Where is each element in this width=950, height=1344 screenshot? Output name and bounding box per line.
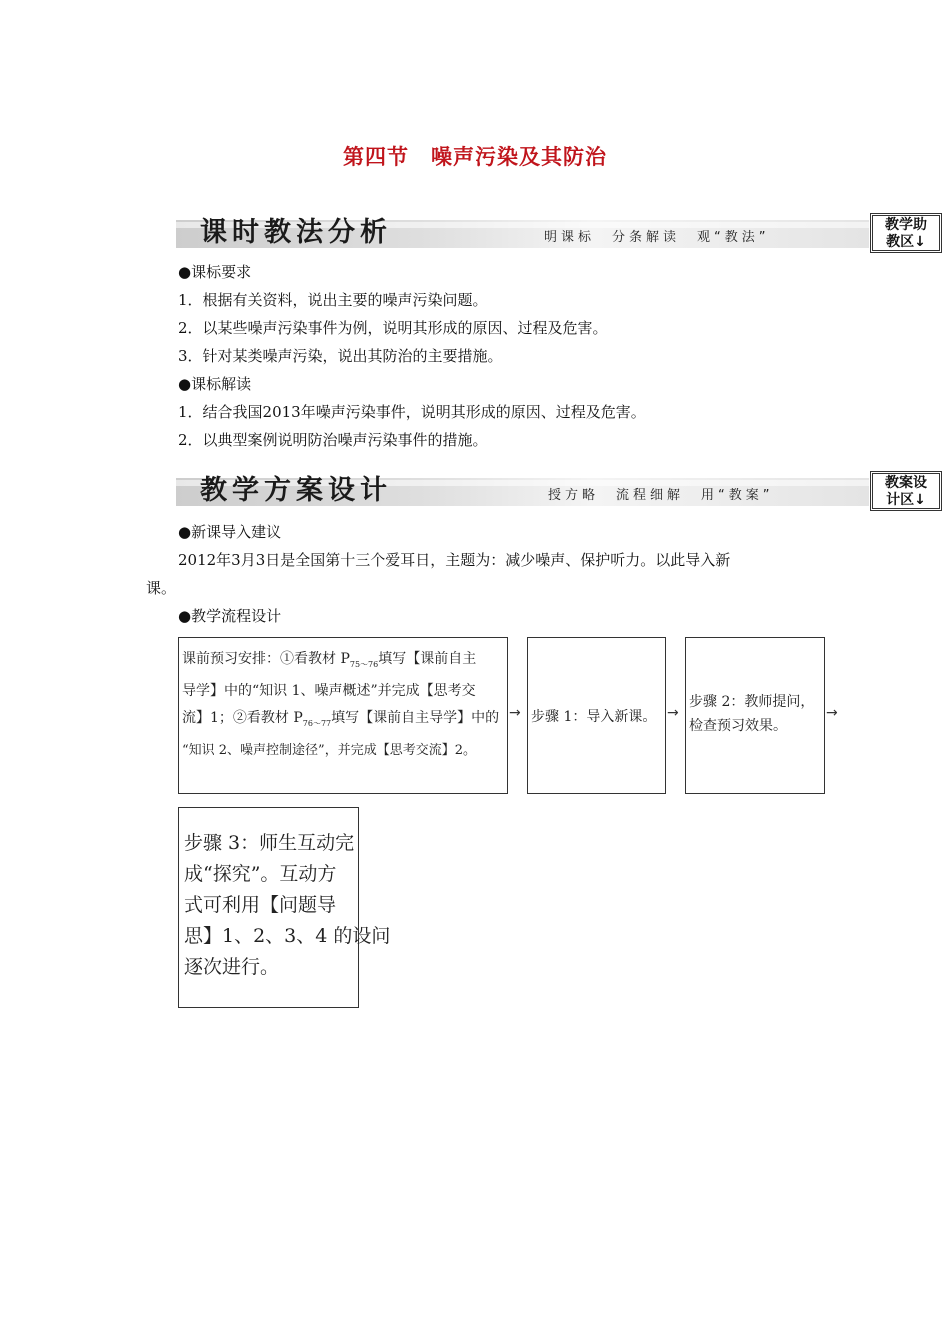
section-banner-teaching-design [176,468,946,512]
list-item: 2．以某些噪声污染事件为例，说明其形成的原因、过程及危害。 [178,319,608,337]
banner-heading: 教学方案设计 [200,475,392,506]
banner-badge [870,213,942,253]
flow-text-line: 流】1；②看教材 $P_{76\sim 77}$填写【课前自主导学】中的 [182,709,500,728]
banner-badge [870,471,942,511]
flow-step-3-box [178,807,391,1008]
list-item: 1．结合我国2013年噪声污染事件，说明其形成的原因、过程及危害。 [178,403,646,421]
flow-arrow: → [826,705,838,721]
heading-curriculum-interpretation: ●课标解读 [178,375,252,393]
flow-text-line: 步骤 1：导入新课。 [531,709,657,725]
flow-text-line: 课前预习安排：①看教材 $P_{75\sim 76}$填写【课前自主 [182,651,477,669]
badge-line: 教区↓ [886,234,926,250]
intro-paragraph-line: 课。 [146,579,177,597]
flow-text-line: 逐次进行。 [184,956,280,978]
list-item: 2．以典型案例说明防治噪声污染事件的措施。 [178,431,488,449]
intro-paragraph-line: 2012年3月3日是全国第十三个爱耳日，主题为：减少噪声、保护听力。以此导入新 [178,551,731,569]
heading-curriculum-requirements: ●课标要求 [178,263,252,281]
section-banner-teaching-analysis [176,210,946,254]
flow-text-line: 成“探究”。互动方 [184,863,337,885]
banner-subtitle: 授方略 流程细解 用“教案” [548,488,774,503]
flow-arrow: → [509,705,521,721]
flow-text-line: 检查预习效果。 [689,718,787,734]
flow-text-line: 步骤 2：教师提问， [689,694,815,710]
heading-lesson-intro: ●新课导入建议 [178,523,282,541]
flow-step-preview-box [178,637,508,794]
heading-teaching-flow: ●教学流程设计 [178,607,282,625]
page-title: 第四节 噪声污染及其防治 [343,144,607,169]
flow-arrow: → [667,705,679,721]
flow-step-1-box [527,637,666,794]
badge-line: 计区↓ [886,492,926,508]
flow-text-line: 步骤 3：师生互动完 [184,832,355,854]
flow-text-line: “知识 2、噪声控制途径”，并完成【思考交流】2。 [182,742,476,758]
list-item: 1．根据有关资料，说出主要的噪声污染问题。 [178,291,488,309]
flow-text-line: 思】1、2、3、4 的设问 [184,925,391,947]
flow-step-2-box [685,637,825,794]
list-item: 3．针对某类噪声污染，说出其防治的主要措施。 [178,347,503,365]
flow-text-line: 式可利用【问题导 [184,894,337,916]
badge-line: 教学助 [885,217,927,233]
badge-line: 教案设 [885,475,927,491]
flow-text-line: 导学】中的“知识 1、噪声概述”并完成【思考交 [182,682,476,699]
banner-subtitle: 明课标 分条解读 观“教法” [544,230,770,245]
banner-heading: 课时教法分析 [200,217,392,248]
